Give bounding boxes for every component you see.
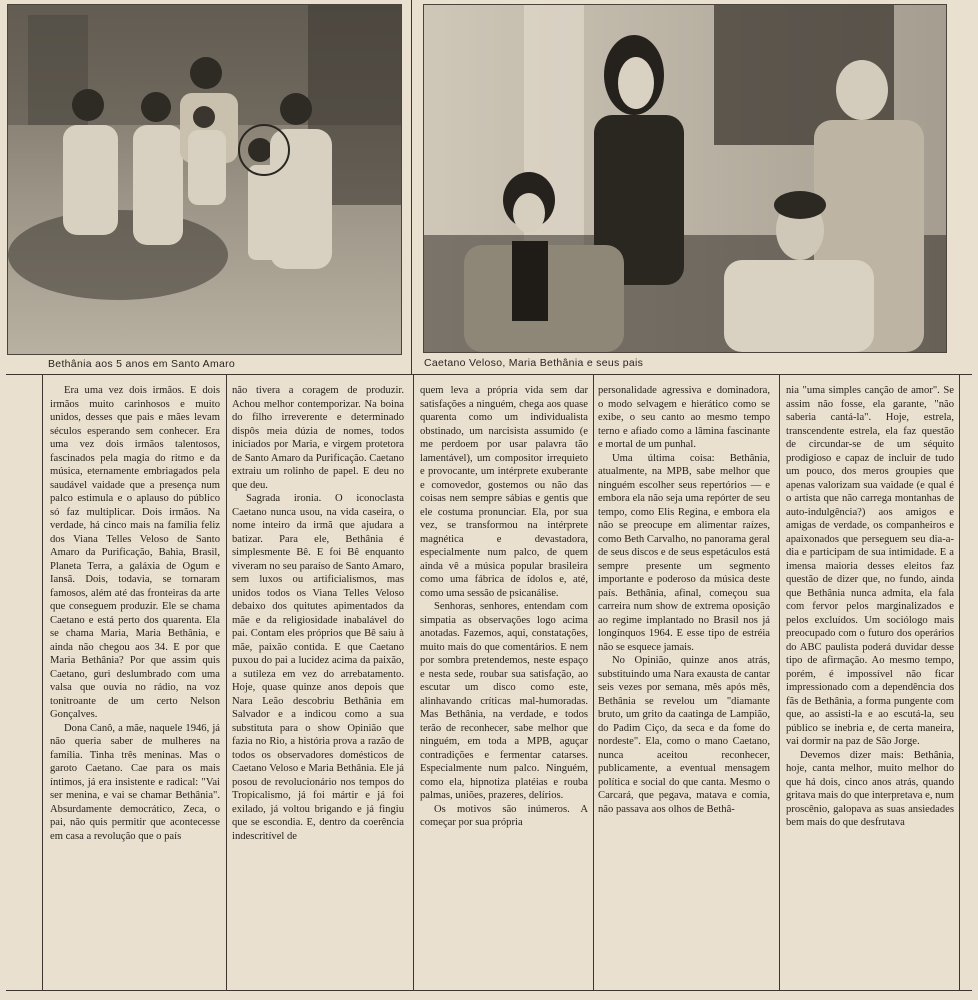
divider-top [6,374,972,375]
article-column-5 [786,384,954,984]
article-paragraph: Os motivos são inúmeros. A começar por sua própria [420,803,588,828]
article-paragraph: Sagrada ironia. O iconoclasta Caetano nunca usou, na vida caseira, o nome inteiro da irmã que ajudara a batizar. Para ele, Bethânia é simplesmente Bê. E foi Bê enquanto viveram no seu paraíso de Santo Amaro, sem luxos ou artificialismos, mas unidos todos os Viana Telles Veloso debaixo dos quitutes apimentados da mãe e da religiosidade inabalável do pai. Contam eles próprios que Bê saiu à mãe, paixão contida. E que Caetano puxou do pai a lucidez acima da paixão, a sutileza em vez do arrebatamento. Hoje, quase quinze anos depois que Nara Leão descobriu Bethânia em Salvador e a indicou como a sua substituta para o show Opinião que fazia no Rio, a história prova a razão de todos os observadores domésticos de Caetano Veloso e Maria Bethânia. Ele já posou de revolucionário nos tempos do Tropicalismo, já foi mártir e já foi exilado, já voltou brigando e já fingiu que se escondia. E, dentro da coerência indescritível de [232,493,404,842]
family-photo-illustration [8,5,401,354]
column-rule-1 [226,374,227,990]
photo-caption-left: Bethânia aos 5 anos em Santo Amaro [48,358,236,370]
article-paragraph: Devemos dizer mais: Bethânia, hoje, canta melhor, muito melhor do que há dois, cinco anos atrás, quando gritava mais do que interpretava e, num proscênio, galopava as suas ansiedades bem mais do que desfrutava [786,749,954,828]
column-rule-2 [413,374,414,990]
article-paragraph: personalidade agressiva e dominadora, o modo selvagem e hierático como se exibe, o seu canto ao mesmo tempo terno e afiado como a lâmina fascinante e mortal de um punhal. [598,385,770,450]
article-paragraph: Era uma vez dois irmãos. E dois irmãos muito carinhosos e muito unidos, desses que pais e mães levam séculos esperando sem conhecer. Era uma vez dois irmãos talentosos, fascinados pela magia do ritmo e da música, eternamente embriagados pela saudável vaidade que a presença num palco estimula e o aplauso do público só faz multiplicar. Dois irmãos. Na verdade, há cinco mais na família feliz dos Viana Telles Veloso de Santo Amaro da Purificação, Bahia, Brasil, Planeta Terra, a galáxia de Ogum e Iansã. Dois, todavia, se tornaram famosos, além até das fronteiras da arte que conseguem produzir. Ele se chama Caetano e está perto dos quarenta. Ela se chama Maria, Maria Bethânia, e ainda não chegou aos 34. E por que Maria Bethânia? Por que assim quis Caetano, guri deslumbrado com uma valsa que ouvia no rádio, na voz tonitroante de um certo Nelson Gonçalves. [50,385,220,720]
article-column-1 [50,384,220,984]
photo-caption-right: Caetano Veloso, Maria Bethânia e seus pais [424,357,644,369]
article-paragraph: quem leva a própria vida sem dar satisfações a ninguém, chega aos quase quarenta como um individualista obstinado, um narcisista assumido (e me perdoem por usar palavra tão lamentável), um compositor irrequieto e provocante, um intérprete exuberante e comovedor, gostemos ou não das coisas nem sempre sábias e gentis que ele costuma pronunciar. Ela, por sua vez, se transformou na intérprete magnética e devastadora, especialmente num palco, de quem ainda vê a música popular brasileira como uma fábrica de ídolos e, até, como uma sessão de psicanálise. [420,385,588,599]
article-column-3 [420,384,588,984]
article-column-4 [598,384,770,984]
column-rule-5 [959,374,960,990]
article-paragraph: não tivera a coragem de produzir. Achou melhor contemporizar. Na boina do filho irreverente e determinado dispôs meia dúzia de nomes, todos iniciados por Maria, e virgem protetora de Santo Amaro da Purificação. Caetano extraiu um rolinho de papel. E deu no que deu. [232,385,404,491]
photo-bethania-childhood [7,4,402,355]
article-column-2 [232,384,404,984]
column-rule-3 [593,374,594,990]
column-rule-0 [42,374,43,990]
photo-divider [411,0,412,374]
article-paragraph: Dona Canô, a mãe, naquele 1946, já não queria saber de mulheres na família. Tinha três meninas. Mas o garoto Caetano. Cae para os mais íntimos, já era insistente e radical: "Vai ser menina, e vai se chamar Bethânia". Absurdamente democrático, Zeca, o pai, não quis permitir que acontecesse em casa a revolução que o país [50,722,220,842]
divider-bottom [6,990,972,991]
article-paragraph: No Opinião, quinze anos atrás, substituindo uma Nara exausta de cantar seis vezes por semana, mês após mês, Bethânia se revelou um "diamante bruto, um grito da caatinga de Lampião, do Padim Ciço, da seca e da fome do nordeste". Ela, como o mano Caetano, nunca aceitou reconhecer, publicamente, a eventual mensagem política e social do que canta. Mesmo o Carcará, que pegava, matava e comia, não passava aos olhos de Bethâ- [598,655,770,815]
article-paragraph: nia "uma simples canção de amor". Se assim não fosse, ela garante, "não saberia cantá-la". Hoje, estrela, transcendente estrela, ela faz questão de circundar-se de um séquito prodigioso e capaz de incluir de tudo um pouco, dos meros groupies que apenas valorizam sua vaidade (e qual é o artista que não carrega montanhas de auto-indulgência?) aos amigos e amigas de verdade, os companheiros e apaixonados que perseguem seu dia-a-dia e participam de sua intimidade. E a imensa maioria desses eleitos faz questão de dizer que, no fundo, ainda que Bethânia nunca admita, ela fala com fervor pelos marginalizados e pelos excluídos. Um sociólogo mais preocupado com o futuro dos operários do ABC paulista poderá duvidar desse tipo de afirmação. Ao mesmo tempo, porém, é impossível não ficar impressionado com a dependência dos fãs de Bethânia, a forma pungente com que, ao assisti-la e ao escutá-la, seu público se inebria e, de certa maneira, vai dormir na paz de São Jorge. [786,385,954,747]
article-paragraph: Uma última coisa: Bethânia, atualmente, na MPB, sabe melhor que ninguém escolher seus repertórios — e embora ela não seja uma repórter de seu tempo, como Elis Regina, e embora ela não se preocupe em alimentar raízes, como Beth Carvalho, no panorama geral de seus discos e de seus espetáculos está sempre presente um segmento importante e poderoso da música deste país. Bethânia, afinal, começou sua carreira num show de extrema oposição ao regime implantado no Brasil nos já longínquos 1964. E esse tipo de estréia não se esquece jamais. [598,452,770,653]
veloso-family-illustration [424,5,946,352]
article-paragraph: Senhoras, senhores, entendam com simpatia as observações logo acima anotadas. Fazemos, aqui, constatações, muito mais do que comentários. E nem por sombra pretendemos, neste espaço e nesta sede, roubar sua satisfação, ao escutar um disco como este, alinhavando críticas mal-humoradas. Mas Bethânia, na verdade, e todos terão de reconhecer, sabe melhor que ninguém, em toda a MPB, aguçar contradições e fermentar catarses. Especialmente num palco. Ninguém, como ela, hipnotiza platéias e rouba palmas, uniões, prazeres, delírios. [420,601,588,801]
photo-veloso-family [423,4,947,353]
column-rule-4 [779,374,780,990]
